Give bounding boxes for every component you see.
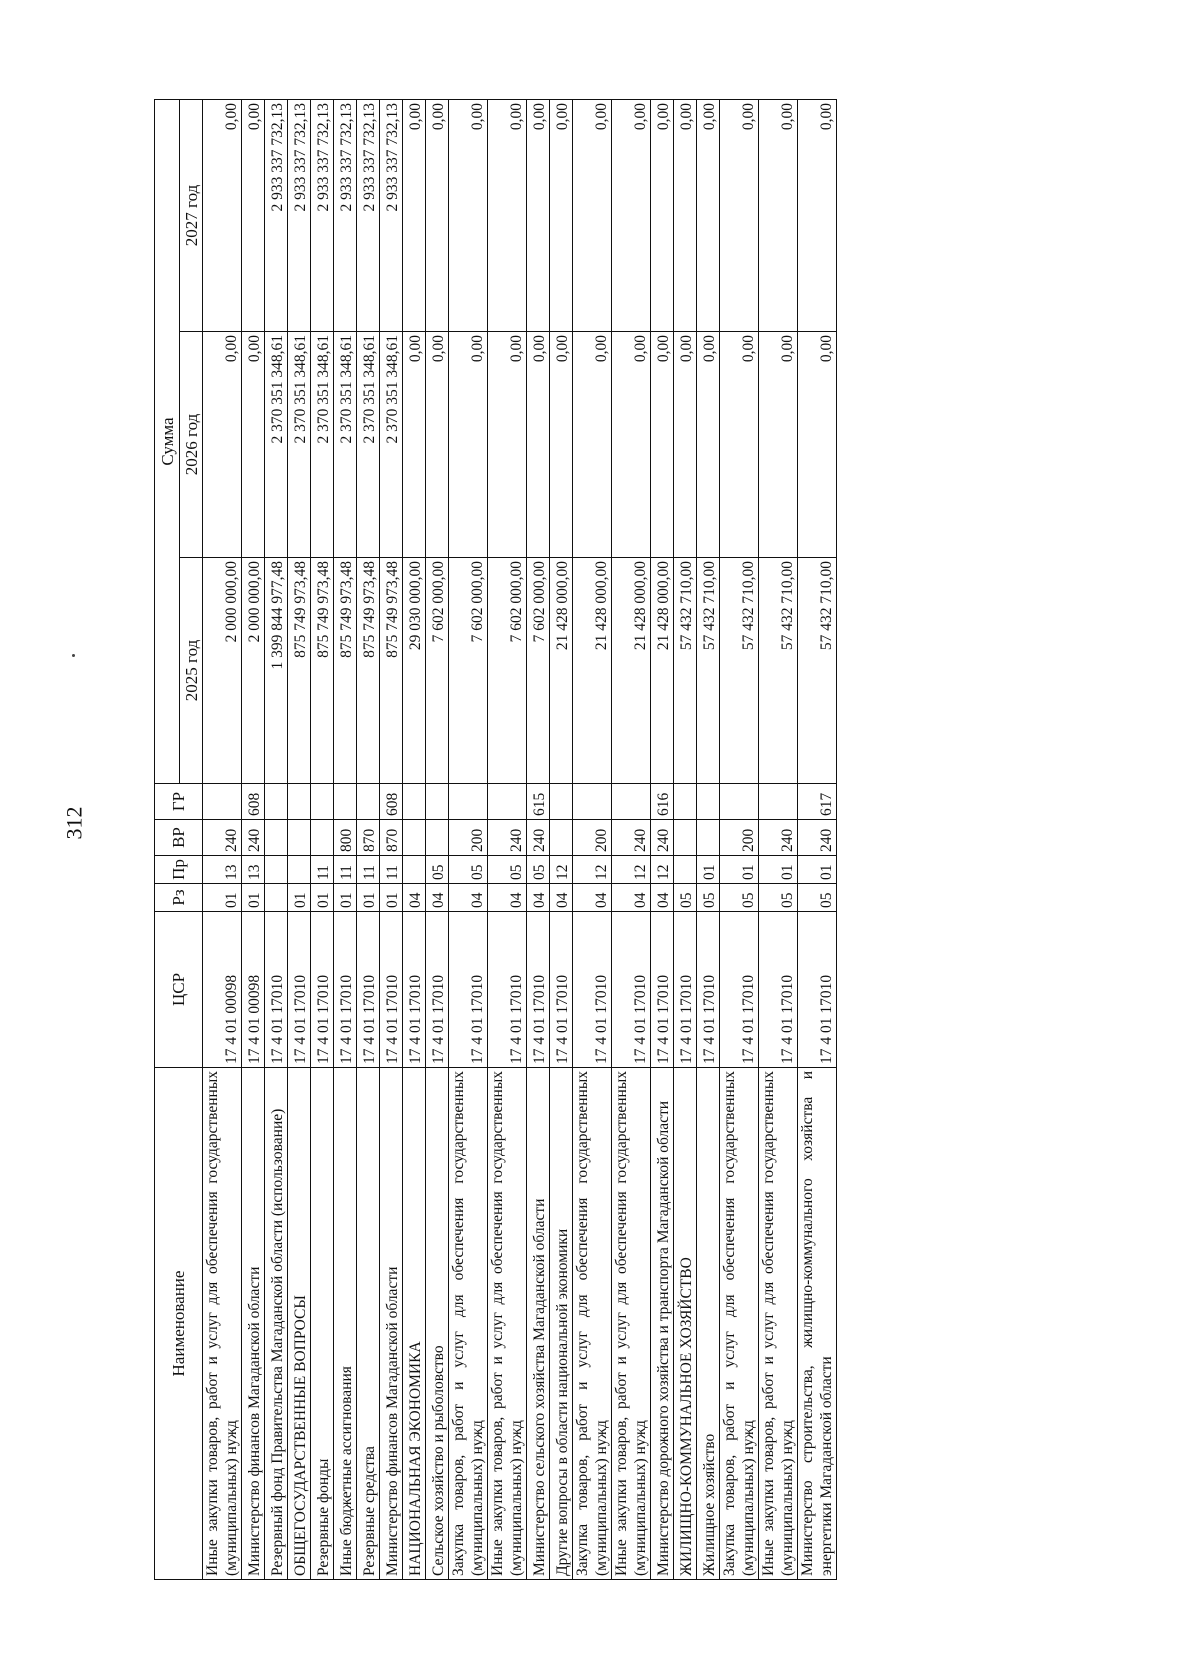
row-pr: 05 xyxy=(449,856,488,884)
row-name: Резервные средства xyxy=(357,1068,380,1580)
row-name: Закупка товаров, работ и услуг для обеспечения государственных (муниципальных) нужд xyxy=(573,1068,612,1580)
row-sum-2025: 7 602 000,00 xyxy=(527,558,550,784)
row-sum-2025: 57 432 710,00 xyxy=(720,558,759,784)
row-name: Министерство сельского хозяйства Магаданской области xyxy=(527,1068,550,1580)
row-sum-2026: 0,00 xyxy=(403,332,426,558)
row-rz: 05 xyxy=(798,884,837,912)
row-sum-2027: 0,00 xyxy=(527,99,550,331)
row-csr: 17 4 01 17010 xyxy=(265,912,288,1068)
header-csr: ЦСР xyxy=(155,912,203,1068)
row-csr: 17 4 01 17010 xyxy=(612,912,651,1068)
table-row xyxy=(674,99,697,1579)
row-sum-2027: 0,00 xyxy=(720,99,759,331)
row-sum-2027: 0,00 xyxy=(573,99,612,331)
row-pr: 11 xyxy=(311,856,334,884)
row-sum-2026: 2 370 351 348,61 xyxy=(357,332,380,558)
row-gr xyxy=(311,784,334,820)
row-sum-2025: 875 749 973,48 xyxy=(380,558,403,784)
header-2026: 2026 год xyxy=(180,332,203,558)
row-pr xyxy=(403,856,426,884)
row-pr: 01 xyxy=(798,856,837,884)
header-2025: 2025 год xyxy=(180,558,203,784)
row-name: Резервный фонд Правительства Магаданской области (использование) xyxy=(265,1068,288,1580)
row-csr: 17 4 01 17010 xyxy=(334,912,357,1068)
row-sum-2026: 0,00 xyxy=(651,332,674,558)
row-name: Министерство дорожного хозяйства и транспорта Магаданской области xyxy=(651,1068,674,1580)
row-vr: 240 xyxy=(488,820,527,856)
row-csr: 17 4 01 17010 xyxy=(488,912,527,1068)
table-row xyxy=(203,99,242,1579)
row-rz: 05 xyxy=(697,884,720,912)
row-name: Закупка товаров, работ и услуг для обеспечения государственных (муниципальных) нужд xyxy=(449,1068,488,1580)
row-rz: 01 xyxy=(242,884,265,912)
row-name: ОБЩЕГОСУДАРСТВЕННЫЕ ВОПРОСЫ xyxy=(288,1068,311,1580)
row-sum-2027: 0,00 xyxy=(651,99,674,331)
row-name: Иные бюджетные ассигнования xyxy=(334,1068,357,1580)
row-sum-2025: 7 602 000,00 xyxy=(426,558,449,784)
row-rz xyxy=(265,884,288,912)
table-row xyxy=(759,99,798,1579)
row-sum-2025: 7 602 000,00 xyxy=(488,558,527,784)
table-body xyxy=(203,99,837,1579)
row-sum-2027: 0,00 xyxy=(203,99,242,331)
row-gr xyxy=(612,784,651,820)
row-csr: 17 4 01 17010 xyxy=(403,912,426,1068)
row-gr: 616 xyxy=(651,784,674,820)
table-row xyxy=(550,99,573,1579)
row-vr: 240 xyxy=(242,820,265,856)
scan-speck xyxy=(72,654,75,657)
table-row xyxy=(488,99,527,1579)
page-number: 312 xyxy=(61,806,87,840)
table-row xyxy=(403,99,426,1579)
row-sum-2025: 57 432 710,00 xyxy=(798,558,837,784)
row-sum-2025: 57 432 710,00 xyxy=(674,558,697,784)
row-rz: 04 xyxy=(426,884,449,912)
header-vr: ВР xyxy=(155,820,203,856)
row-sum-2026: 0,00 xyxy=(203,332,242,558)
header-rz: Рз xyxy=(155,884,203,912)
row-sum-2027: 0,00 xyxy=(403,99,426,331)
table-row xyxy=(357,99,380,1579)
row-csr: 17 4 01 17010 xyxy=(798,912,837,1068)
header-pr: Пр xyxy=(155,856,203,884)
budget-table xyxy=(154,99,837,1580)
row-sum-2026: 2 370 351 348,61 xyxy=(288,332,311,558)
row-rz: 04 xyxy=(612,884,651,912)
row-vr: 240 xyxy=(203,820,242,856)
row-sum-2025: 57 432 710,00 xyxy=(759,558,798,784)
row-sum-2027: 2 933 337 732,13 xyxy=(380,99,403,331)
row-csr: 17 4 01 00098 xyxy=(242,912,265,1068)
row-sum-2026: 2 370 351 348,61 xyxy=(265,332,288,558)
row-pr: 12 xyxy=(651,856,674,884)
row-csr: 17 4 01 00098 xyxy=(203,912,242,1068)
row-name: Закупка товаров, работ и услуг для обеспечения государственных (муниципальных) нужд xyxy=(720,1068,759,1580)
table-row xyxy=(449,99,488,1579)
header-2027: 2027 год xyxy=(180,99,203,331)
row-gr xyxy=(759,784,798,820)
row-name: Министерство строительства, жилищно-коммунального хозяйства и энергетики Магаданской области xyxy=(798,1068,837,1580)
row-rz: 05 xyxy=(720,884,759,912)
row-sum-2026: 0,00 xyxy=(697,332,720,558)
row-gr xyxy=(720,784,759,820)
table-row xyxy=(651,99,674,1579)
row-csr: 17 4 01 17010 xyxy=(357,912,380,1068)
row-name: ЖИЛИЩНО-КОММУНАЛЬНОЕ ХОЗЯЙСТВО xyxy=(674,1068,697,1580)
row-sum-2025: 875 749 973,48 xyxy=(357,558,380,784)
row-sum-2026: 0,00 xyxy=(488,332,527,558)
row-sum-2027: 0,00 xyxy=(426,99,449,331)
row-vr xyxy=(311,820,334,856)
row-sum-2027: 2 933 337 732,13 xyxy=(288,99,311,331)
row-vr: 200 xyxy=(573,820,612,856)
row-sum-2027: 2 933 337 732,13 xyxy=(265,99,288,331)
row-pr: 13 xyxy=(242,856,265,884)
row-gr xyxy=(449,784,488,820)
row-pr xyxy=(288,856,311,884)
row-sum-2027: 0,00 xyxy=(798,99,837,331)
row-vr: 240 xyxy=(527,820,550,856)
row-rz: 04 xyxy=(651,884,674,912)
row-sum-2025: 7 602 000,00 xyxy=(449,558,488,784)
row-sum-2025: 2 000 000,00 xyxy=(203,558,242,784)
row-sum-2026: 0,00 xyxy=(759,332,798,558)
row-rz: 05 xyxy=(759,884,798,912)
table-row xyxy=(426,99,449,1579)
header-name: Наименование xyxy=(155,1068,203,1580)
row-vr: 240 xyxy=(798,820,837,856)
row-name: Министерство финансов Магаданской области xyxy=(380,1068,403,1580)
row-sum-2025: 21 428 000,00 xyxy=(573,558,612,784)
row-csr: 17 4 01 17010 xyxy=(759,912,798,1068)
row-csr: 17 4 01 17010 xyxy=(288,912,311,1068)
row-rz: 04 xyxy=(403,884,426,912)
row-sum-2027: 2 933 337 732,13 xyxy=(311,99,334,331)
row-gr: 608 xyxy=(242,784,265,820)
row-gr: 615 xyxy=(527,784,550,820)
row-pr: 05 xyxy=(426,856,449,884)
row-sum-2026: 0,00 xyxy=(798,332,837,558)
row-pr: 12 xyxy=(573,856,612,884)
row-rz: 04 xyxy=(527,884,550,912)
row-rz: 01 xyxy=(334,884,357,912)
row-csr: 17 4 01 17010 xyxy=(651,912,674,1068)
row-sum-2026: 0,00 xyxy=(612,332,651,558)
row-vr xyxy=(426,820,449,856)
row-vr xyxy=(288,820,311,856)
row-gr xyxy=(550,784,573,820)
table-row xyxy=(798,99,837,1579)
row-csr: 17 4 01 17010 xyxy=(720,912,759,1068)
row-vr: 200 xyxy=(720,820,759,856)
row-vr xyxy=(550,820,573,856)
row-sum-2027: 0,00 xyxy=(242,99,265,331)
rotated-page xyxy=(154,100,1099,1580)
row-vr: 200 xyxy=(449,820,488,856)
row-csr: 17 4 01 17010 xyxy=(573,912,612,1068)
row-csr: 17 4 01 17010 xyxy=(697,912,720,1068)
row-sum-2026: 0,00 xyxy=(426,332,449,558)
row-vr xyxy=(265,820,288,856)
row-rz: 01 xyxy=(203,884,242,912)
row-vr: 240 xyxy=(651,820,674,856)
row-name: Министерство финансов Магаданской области xyxy=(242,1068,265,1580)
row-csr: 17 4 01 17010 xyxy=(426,912,449,1068)
row-gr xyxy=(265,784,288,820)
row-sum-2027: 0,00 xyxy=(674,99,697,331)
row-pr: 05 xyxy=(527,856,550,884)
row-pr: 11 xyxy=(357,856,380,884)
row-sum-2026: 0,00 xyxy=(674,332,697,558)
row-name: Резервные фонды xyxy=(311,1068,334,1580)
row-csr: 17 4 01 17010 xyxy=(311,912,334,1068)
row-name: Иные закупки товаров, работ и услуг для обеспечения государственных (муниципальных) нужд xyxy=(759,1068,798,1580)
row-gr xyxy=(334,784,357,820)
row-vr: 870 xyxy=(380,820,403,856)
row-sum-2025: 21 428 000,00 xyxy=(550,558,573,784)
row-sum-2026: 0,00 xyxy=(242,332,265,558)
row-sum-2027: 0,00 xyxy=(697,99,720,331)
row-sum-2026: 0,00 xyxy=(550,332,573,558)
table-row xyxy=(311,99,334,1579)
row-sum-2025: 21 428 000,00 xyxy=(612,558,651,784)
row-sum-2027: 2 933 337 732,13 xyxy=(357,99,380,331)
row-name: Другие вопросы в области национальной экономики xyxy=(550,1068,573,1580)
row-sum-2026: 2 370 351 348,61 xyxy=(334,332,357,558)
row-pr: 13 xyxy=(203,856,242,884)
row-gr xyxy=(426,784,449,820)
row-sum-2025: 875 749 973,48 xyxy=(288,558,311,784)
row-gr xyxy=(573,784,612,820)
row-sum-2026: 2 370 351 348,61 xyxy=(311,332,334,558)
row-pr: 01 xyxy=(759,856,798,884)
row-pr: 11 xyxy=(380,856,403,884)
row-vr: 240 xyxy=(612,820,651,856)
row-rz: 01 xyxy=(288,884,311,912)
row-pr: 01 xyxy=(697,856,720,884)
row-sum-2025: 875 749 973,48 xyxy=(334,558,357,784)
row-vr xyxy=(403,820,426,856)
row-rz: 04 xyxy=(488,884,527,912)
row-pr: 05 xyxy=(488,856,527,884)
row-sum-2026: 0,00 xyxy=(449,332,488,558)
row-name: Иные закупки товаров, работ и услуг для обеспечения государственных (муниципальных) нужд xyxy=(612,1068,651,1580)
row-rz: 04 xyxy=(550,884,573,912)
table-row xyxy=(380,99,403,1579)
row-csr: 17 4 01 17010 xyxy=(380,912,403,1068)
header-sum: Сумма xyxy=(155,99,180,783)
row-csr: 17 4 01 17010 xyxy=(674,912,697,1068)
row-gr: 617 xyxy=(798,784,837,820)
row-sum-2027: 0,00 xyxy=(550,99,573,331)
table-row xyxy=(612,99,651,1579)
row-gr xyxy=(488,784,527,820)
row-sum-2025: 2 000 000,00 xyxy=(242,558,265,784)
row-pr: 12 xyxy=(612,856,651,884)
row-pr: 12 xyxy=(550,856,573,884)
row-vr xyxy=(674,820,697,856)
row-sum-2026: 0,00 xyxy=(527,332,550,558)
row-name: Иные закупки товаров, работ и услуг для обеспечения государственных (муниципальных) нужд xyxy=(203,1068,242,1580)
row-sum-2025: 21 428 000,00 xyxy=(651,558,674,784)
row-pr xyxy=(265,856,288,884)
row-gr xyxy=(288,784,311,820)
row-rz: 01 xyxy=(357,884,380,912)
row-gr xyxy=(203,784,242,820)
row-vr: 800 xyxy=(334,820,357,856)
table-row xyxy=(288,99,311,1579)
table-row xyxy=(573,99,612,1579)
row-pr: 11 xyxy=(334,856,357,884)
row-sum-2025: 875 749 973,48 xyxy=(311,558,334,784)
row-name: Сельское хозяйство и рыболовство xyxy=(426,1068,449,1580)
row-sum-2027: 0,00 xyxy=(449,99,488,331)
table-row xyxy=(334,99,357,1579)
table-row xyxy=(527,99,550,1579)
row-rz: 01 xyxy=(380,884,403,912)
row-sum-2025: 29 030 000,00 xyxy=(403,558,426,784)
row-sum-2026: 0,00 xyxy=(720,332,759,558)
row-rz: 01 xyxy=(311,884,334,912)
row-csr: 17 4 01 17010 xyxy=(449,912,488,1068)
row-name: Жилищное хозяйство xyxy=(697,1068,720,1580)
table-row xyxy=(242,99,265,1579)
row-csr: 17 4 01 17010 xyxy=(550,912,573,1068)
row-sum-2026: 2 370 351 348,61 xyxy=(380,332,403,558)
row-rz: 04 xyxy=(573,884,612,912)
header-gr: ГР xyxy=(155,784,203,820)
row-sum-2026: 0,00 xyxy=(573,332,612,558)
row-sum-2027: 0,00 xyxy=(759,99,798,331)
row-csr: 17 4 01 17010 xyxy=(527,912,550,1068)
row-pr xyxy=(674,856,697,884)
row-pr: 01 xyxy=(720,856,759,884)
row-gr xyxy=(403,784,426,820)
row-vr: 870 xyxy=(357,820,380,856)
table-row xyxy=(720,99,759,1579)
row-rz: 05 xyxy=(674,884,697,912)
row-vr: 240 xyxy=(759,820,798,856)
row-sum-2027: 0,00 xyxy=(612,99,651,331)
row-name: Иные закупки товаров, работ и услуг для обеспечения государственных (муниципальных) нужд xyxy=(488,1068,527,1580)
row-gr xyxy=(697,784,720,820)
table-row xyxy=(697,99,720,1579)
row-sum-2027: 2 933 337 732,13 xyxy=(334,99,357,331)
row-sum-2025: 1 399 844 977,48 xyxy=(265,558,288,784)
row-gr: 608 xyxy=(380,784,403,820)
row-gr xyxy=(674,784,697,820)
table-row xyxy=(265,99,288,1579)
row-sum-2025: 57 432 710,00 xyxy=(697,558,720,784)
row-rz: 04 xyxy=(449,884,488,912)
row-gr xyxy=(357,784,380,820)
row-sum-2027: 0,00 xyxy=(488,99,527,331)
row-name: НАЦИОНАЛЬНАЯ ЭКОНОМИКА xyxy=(403,1068,426,1580)
row-vr xyxy=(697,820,720,856)
